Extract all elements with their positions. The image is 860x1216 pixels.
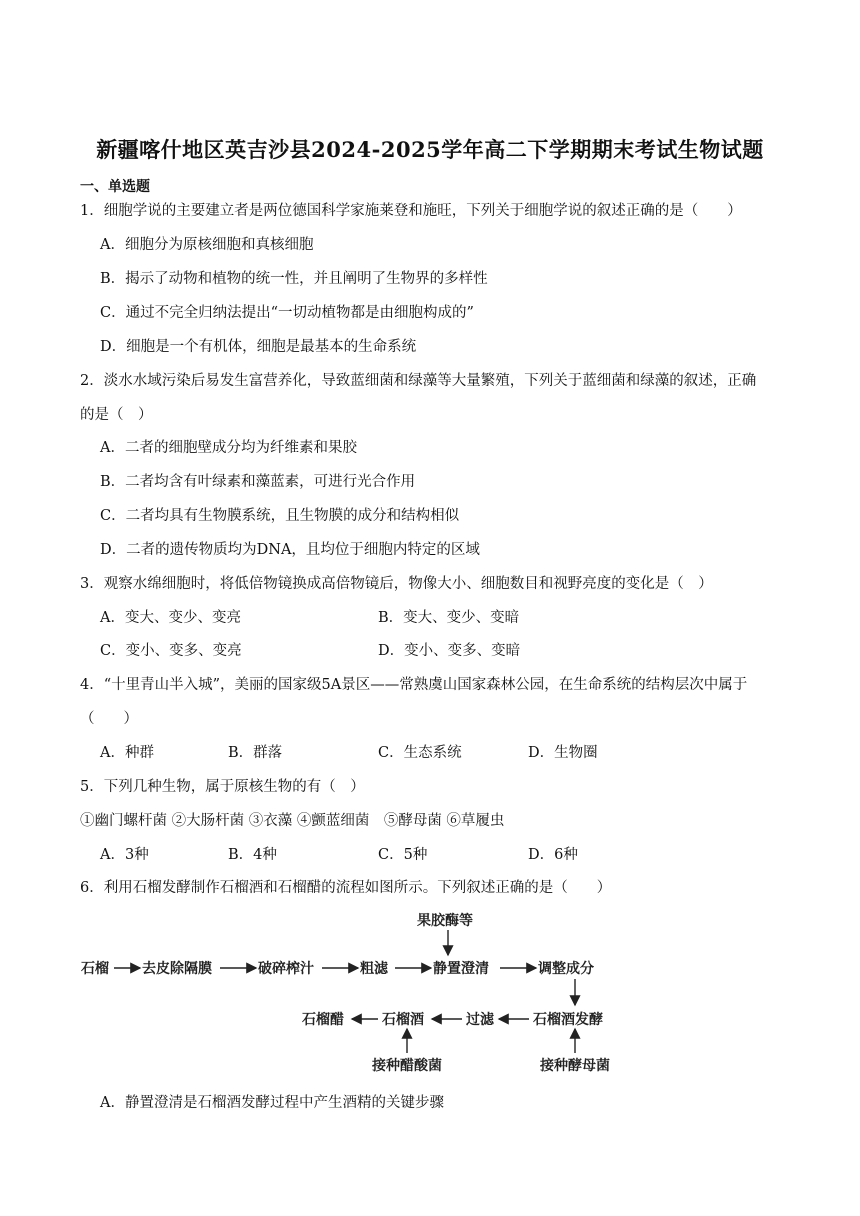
q3-option-d: D．变小、变多、变暗 — [378, 643, 521, 659]
q2-option-d: D．二者的遗传物质均为DNA，且均位于细胞内特定的区域 — [100, 542, 480, 558]
q4-option-a: A．种群 — [100, 745, 154, 761]
q2-option-a: A．二者的细胞壁成分均为纤维素和果胶 — [100, 440, 357, 456]
q4-option-c: C．生态系统 — [378, 745, 462, 761]
node-wine-fermentation: 石榴酒发酵 — [533, 1012, 603, 1028]
q1-option-d: D．细胞是一个有机体，细胞是最基本的生命系统 — [100, 339, 417, 355]
node-pomegranate: 石榴 — [81, 961, 109, 977]
q3-option-a: A．变大、变少、变亮 — [100, 610, 241, 626]
node-pomegranate-wine: 石榴酒 — [382, 1012, 424, 1028]
q3-stem: 3．观察水绵细胞时，将低倍物镜换成高倍物镜后，物像大小、细胞数目和视野亮度的变化是（ ） — [80, 576, 713, 592]
label-pectinase: 果胶酶等 — [417, 913, 473, 929]
q6-stem: 6．利用石榴发酵制作石榴酒和石榴醋的流程如图所示。下列叙述正确的是（ ） — [80, 880, 612, 896]
q1-option-b: B．揭示了动物和植物的统一性，并且阐明了生物界的多样性 — [100, 271, 488, 287]
node-peel: 去皮除隔膜 — [142, 961, 212, 977]
q2-option-c: C．二者均具有生物膜系统，且生物膜的成分和结构相似 — [100, 508, 460, 524]
q5-option-a: A．3种 — [100, 847, 149, 863]
q2-stem-line2: 的是（ ） — [80, 407, 153, 423]
node-filter: 过滤 — [466, 1012, 494, 1028]
q1-option-c: C．通过不完全归纳法提出“一切动植物都是由细胞构成的” — [100, 305, 474, 321]
node-settle: 静置澄清 — [433, 961, 489, 977]
q5-option-d: D．6种 — [528, 847, 578, 863]
page-title: 新疆喀什地区英吉沙县2024-2025学年高二下学期期末考试生物试题 — [96, 137, 764, 162]
node-adjust: 调整成分 — [538, 961, 594, 977]
q5-option-b: B．4种 — [228, 847, 277, 863]
q3-option-b: B．变大、变少、变暗 — [378, 610, 520, 626]
q4-stem-line1: 4．“十里青山半入城”，美丽的国家级5A景区——常熟虞山国家森林公园，在生命系统的结构层次中属于 — [80, 677, 748, 693]
q1-stem: 1．细胞学说的主要建立者是两位德国科学家施莱登和施旺，下列关于细胞学说的叙述正确的是（ ） — [80, 203, 742, 219]
label-yeast: 接种酵母菌 — [540, 1058, 610, 1074]
q5-organism-list: ①幽门螺杆菌 ②大肠杆菌 ③衣藻 ④颤蓝细菌 ⑤酵母菌 ⑥草履虫 — [80, 813, 505, 829]
node-coarse-filter: 粗滤 — [360, 961, 388, 977]
q5-option-c: C．5种 — [378, 847, 428, 863]
q5-stem: 5．下列几种生物，属于原核生物的有（ ） — [80, 779, 365, 795]
q4-stem-line2: （ ） — [80, 711, 138, 727]
q4-option-d: D．生物圈 — [528, 745, 598, 761]
section-heading: 一、单选题 — [80, 179, 150, 195]
node-crush: 破碎榨汁 — [258, 961, 314, 977]
node-pomegranate-vinegar: 石榴醋 — [302, 1012, 344, 1028]
fermentation-flow-diagram — [78, 905, 623, 1077]
label-acetic-bacteria: 接种醋酸菌 — [372, 1058, 442, 1074]
q2-option-b: B．二者均含有叶绿素和藻蓝素，可进行光合作用 — [100, 474, 416, 490]
q2-stem-line1: 2．淡水水域污染后易发生富营养化，导致蓝细菌和绿藻等大量繁殖，下列关于蓝细菌和绿藻的叙述，正确 — [80, 373, 757, 389]
q6-option-a: A．静置澄清是石榴酒发酵过程中产生酒精的关键步骤 — [100, 1095, 444, 1111]
q4-option-b: B．群落 — [228, 745, 283, 761]
q1-option-a: A．细胞分为原核细胞和真核细胞 — [100, 237, 314, 253]
q3-option-c: C．变小、变多、变亮 — [100, 643, 242, 659]
